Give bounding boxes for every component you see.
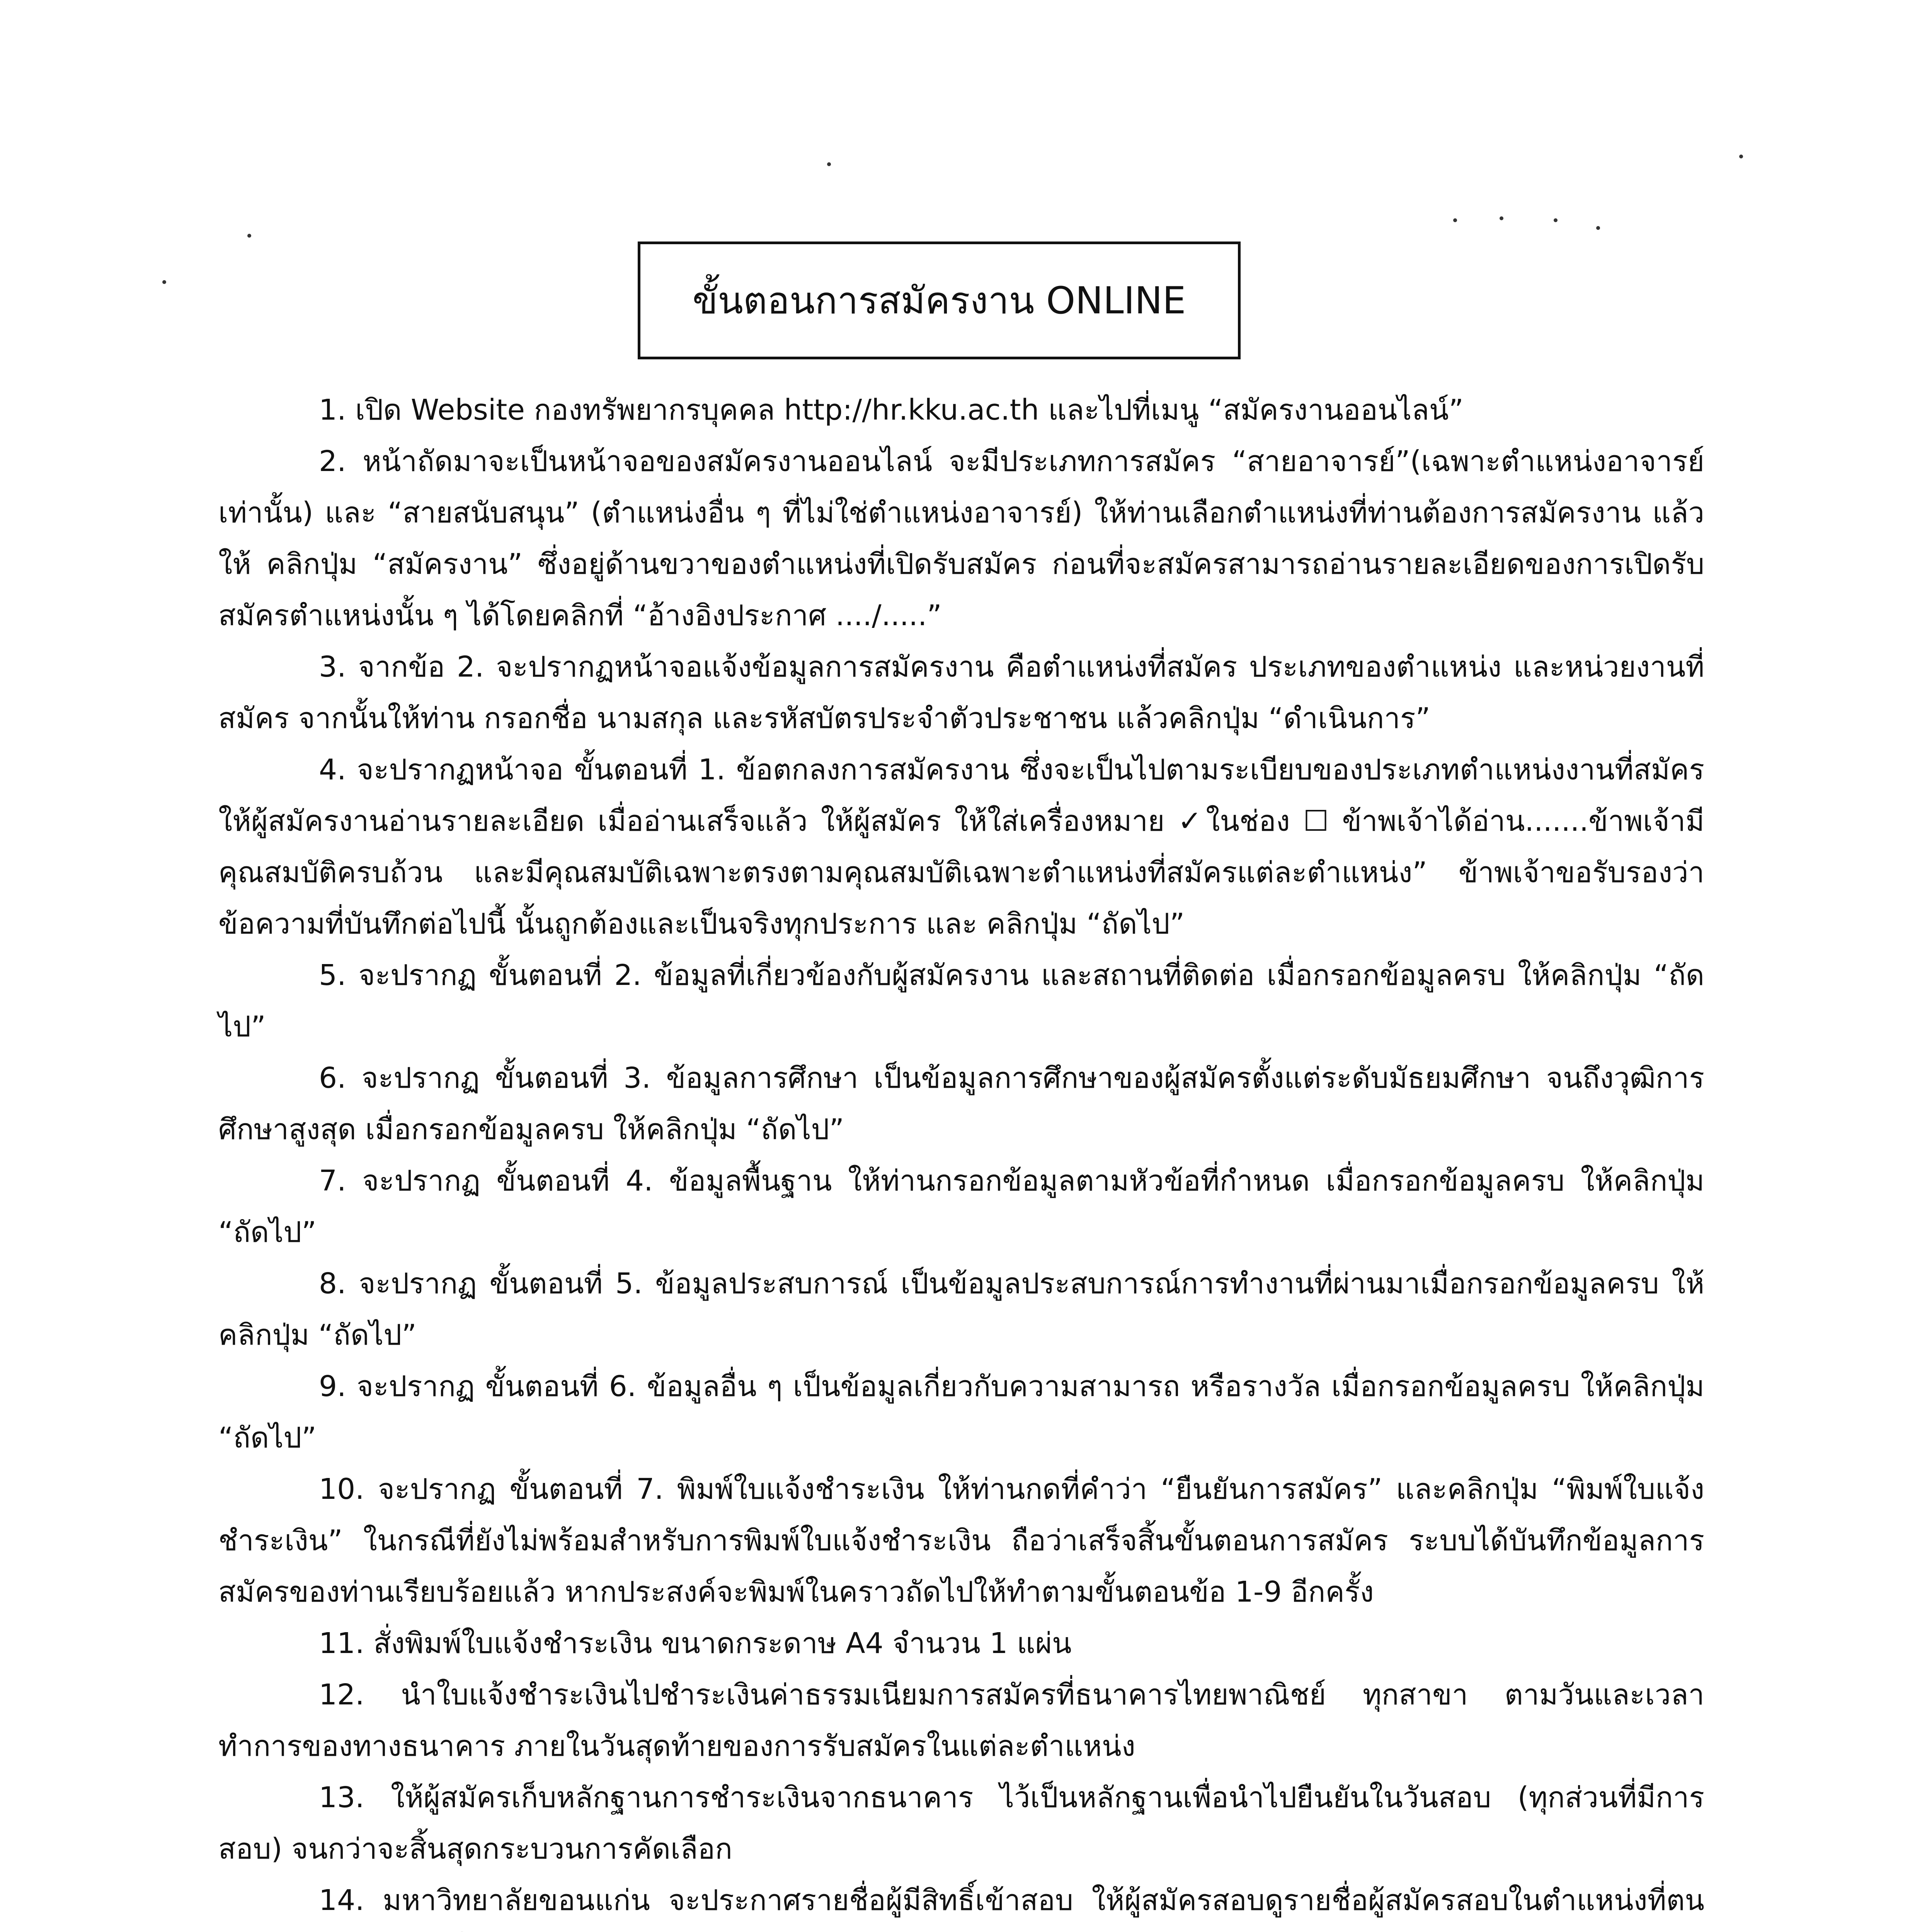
step-number: 5. [319, 959, 346, 992]
step-text: มหาวิทยาลัยขอนแก่น จะประกาศรายชื่อผู้มีสิทธิ์เข้าสอบ ให้ผู้สมัครสอบดูรายชื่อผู้สมัครสอบในตำแหน่งที่ตน [383, 1884, 1704, 1917]
step-text: จะปรากฏหน้าจอ ขั้นตอนที่ 1. ข้อตกลงการสมัครงาน ซึ่งจะเป็นไปตามระเบียบของประเภทตำแหน่งงานที่สมัคร ให้ผู้สมัครงานอ่านรายละเอียด เมื่ออ่านเสร็จแล้ว ให้ผู้สมัคร ให้ใส่เครื่องหมาย ✓ในช่อง ☐ ข้าพเจ้าได้อ่าน.......ข้าพเจ้ามีคุณสมบัติครบถ้วน และมีคุณสมบัติเฉพาะตรงตามคุณสมบัติเฉพาะตำแหน่งที่สมัครแต่ละตำแหน่ง” ข้าพเจ้าขอรับรองว่า ข้อความที่บันทึกต่อไปนี้ นั้นถูกต้องและเป็นจริงทุกประการ และ คลิกปุ่ม “ถัดไป” [218, 753, 1704, 940]
step-item [218, 436, 1704, 641]
step-number: 14. [319, 1884, 364, 1917]
steps-list [218, 384, 1704, 1932]
step-text: เปิด Website กองทรัพยากรบุคคล http://hr.kku.ac.th และไปที่เมนู “สมัครงานออนไลน์” [355, 393, 1464, 427]
step-text: จะปรากฏ ขั้นตอนที่ 4. ข้อมูลพื้นฐาน ให้ท่านกรอกข้อมูลตามหัวข้อที่กำหนด เมื่อกรอกข้อมูลครบ ให้คลิกปุ่ม “ถัดไป” [218, 1164, 1705, 1249]
step-number: 11. [319, 1627, 364, 1660]
step-number: 8. [319, 1267, 346, 1300]
step-text: จะปรากฏ ขั้นตอนที่ 2. ข้อมูลที่เกี่ยวข้องกับผู้สมัครงาน และสถานที่ติดต่อ เมื่อกรอกข้อมูลครบ ให้คลิกปุ่ม “ถัดไป” [218, 959, 1704, 1043]
step-item [218, 1669, 1704, 1772]
step-number: 12. [319, 1678, 364, 1711]
step-text: ให้ผู้สมัครเก็บหลักฐานการชำระเงินจากธนาคาร ไว้เป็นหลักฐานเพื่อนำไปยืนยันในวันสอบ (ทุกส่วนที่มีการสอบ) จนกว่าจะสิ้นสุดกระบวนการคัดเลือก [218, 1781, 1704, 1866]
step-item [218, 641, 1704, 744]
scan-speck [1500, 216, 1503, 220]
step-text: นำใบแจ้งชำระเงินไปชำระเงินค่าธรรมเนียมการสมัครที่ธนาคารไทยพาณิชย์ ทุกสาขา ตามวันและเวลาทำการของทางธนาคาร ภายในวันสุดท้ายของการรับสมัครในแต่ละตำแหน่ง [218, 1678, 1704, 1763]
step-item [218, 950, 1704, 1053]
step-text: จะปรากฏ ขั้นตอนที่ 5. ข้อมูลประสบการณ์ เป็นข้อมูลประสบการณ์การทำงานที่ผ่านมาเมื่อกรอกข้อมูลครบ ให้คลิกปุ่ม “ถัดไป” [218, 1267, 1704, 1352]
scan-speck [1596, 226, 1600, 230]
step-item [218, 1875, 1704, 1932]
step-text: สั่งพิมพ์ใบแจ้งชำระเงิน ขนาดกระดาษ A4 จำนวน 1 แผ่น [373, 1627, 1072, 1660]
step-number: 2. [319, 445, 346, 478]
scan-speck [1453, 218, 1457, 222]
scan-speck [247, 234, 251, 238]
step-number: 6. [319, 1061, 346, 1095]
step-item [218, 384, 1704, 436]
step-number: 3. [319, 650, 346, 684]
step-text: จากข้อ 2. จะปรากฏหน้าจอแจ้งข้อมูลการสมัครงาน คือตำแหน่งที่สมัคร ประเภทของตำแหน่ง และหน่วยงานที่สมัคร จากนั้นให้ท่าน กรอกชื่อ นามสกุล และรหัสบัตรประจำตัวประชาชน แล้วคลิกปุ่ม “ดำเนินการ” [218, 650, 1705, 735]
step-number: 7. [319, 1164, 346, 1197]
step-text: หน้าถัดมาจะเป็นหน้าจอของสมัครงานออนไลน์ จะมีประเภทการสมัคร “สายอาจารย์”(เฉพาะตำแหน่งอาจารย์เท่านั้น) และ “สายสนับสนุน” (ตำแหน่งอื่น ๆ ที่ไม่ใช่ตำแหน่งอาจารย์) ให้ท่านเลือกตำแหน่งที่ท่านต้องการสมัครงาน แล้วให้ คลิกปุ่ม “สมัครงาน” ซึ่งอยู่ด้านขวาของตำแหน่งที่เปิดรับสมัคร ก่อนที่จะสมัครสามารถอ่านรายละเอียดของการเปิดรับสมัครตำแหน่งนั้น ๆ ได้โดยคลิกที่ “อ้างอิงประกาศ ..../.....” [218, 445, 1704, 632]
step-number: 10. [319, 1473, 364, 1506]
step-item [218, 1155, 1704, 1258]
step-item [218, 1361, 1704, 1464]
step-item [218, 1772, 1704, 1875]
step-item [218, 1258, 1704, 1361]
step-number: 1. [319, 393, 346, 427]
step-text: จะปรากฏ ขั้นตอนที่ 7. พิมพ์ใบแจ้งชำระเงิน ให้ท่านกดที่คำว่า “ยืนยันการสมัคร” และคลิกปุ่ม “พิมพ์ใบแจ้งชำระเงิน” ในกรณีที่ยังไม่พร้อมสำหรับการพิมพ์ใบแจ้งชำระเงิน ถือว่าเสร็จสิ้นขั้นตอนการสมัคร ระบบได้บันทึกข้อมูลการสมัครของท่านเรียบร้อยแล้ว หากประสงค์จะพิมพ์ในคราวถัดไปให้ทำตามขั้นตอนข้อ 1-9 อีกครั้ง [218, 1473, 1704, 1609]
step-text: จะปรากฏ ขั้นตอนที่ 3. ข้อมูลการศึกษา เป็นข้อมูลการศึกษาของผู้สมัครตั้งแต่ระดับมัธยมศึกษา จนถึงวุฒิการศึกษาสูงสุด เมื่อกรอกข้อมูลครบ ให้คลิกปุ่ม “ถัดไป” [218, 1061, 1704, 1146]
step-number: 9. [319, 1370, 346, 1403]
step-text: จะปรากฏ ขั้นตอนที่ 6. ข้อมูลอื่น ๆ เป็นข้อมูลเกี่ยวกับความสามารถ หรือรางวัล เมื่อกรอกข้อมูลครบ ให้คลิกปุ่ม “ถัดไป” [218, 1370, 1704, 1454]
step-number: 13. [319, 1781, 364, 1814]
document-title: ขั้นตอนการสมัครงาน ONLINE [692, 279, 1186, 322]
step-item [218, 744, 1704, 950]
step-item [218, 1464, 1704, 1618]
step-item [218, 1618, 1704, 1669]
step-item [218, 1053, 1704, 1155]
scan-speck [162, 280, 166, 284]
document-title-box [638, 242, 1241, 359]
scan-speck [827, 162, 831, 166]
scan-speck [1554, 218, 1558, 222]
step-number: 4. [319, 753, 346, 786]
scan-speck [1739, 155, 1743, 158]
